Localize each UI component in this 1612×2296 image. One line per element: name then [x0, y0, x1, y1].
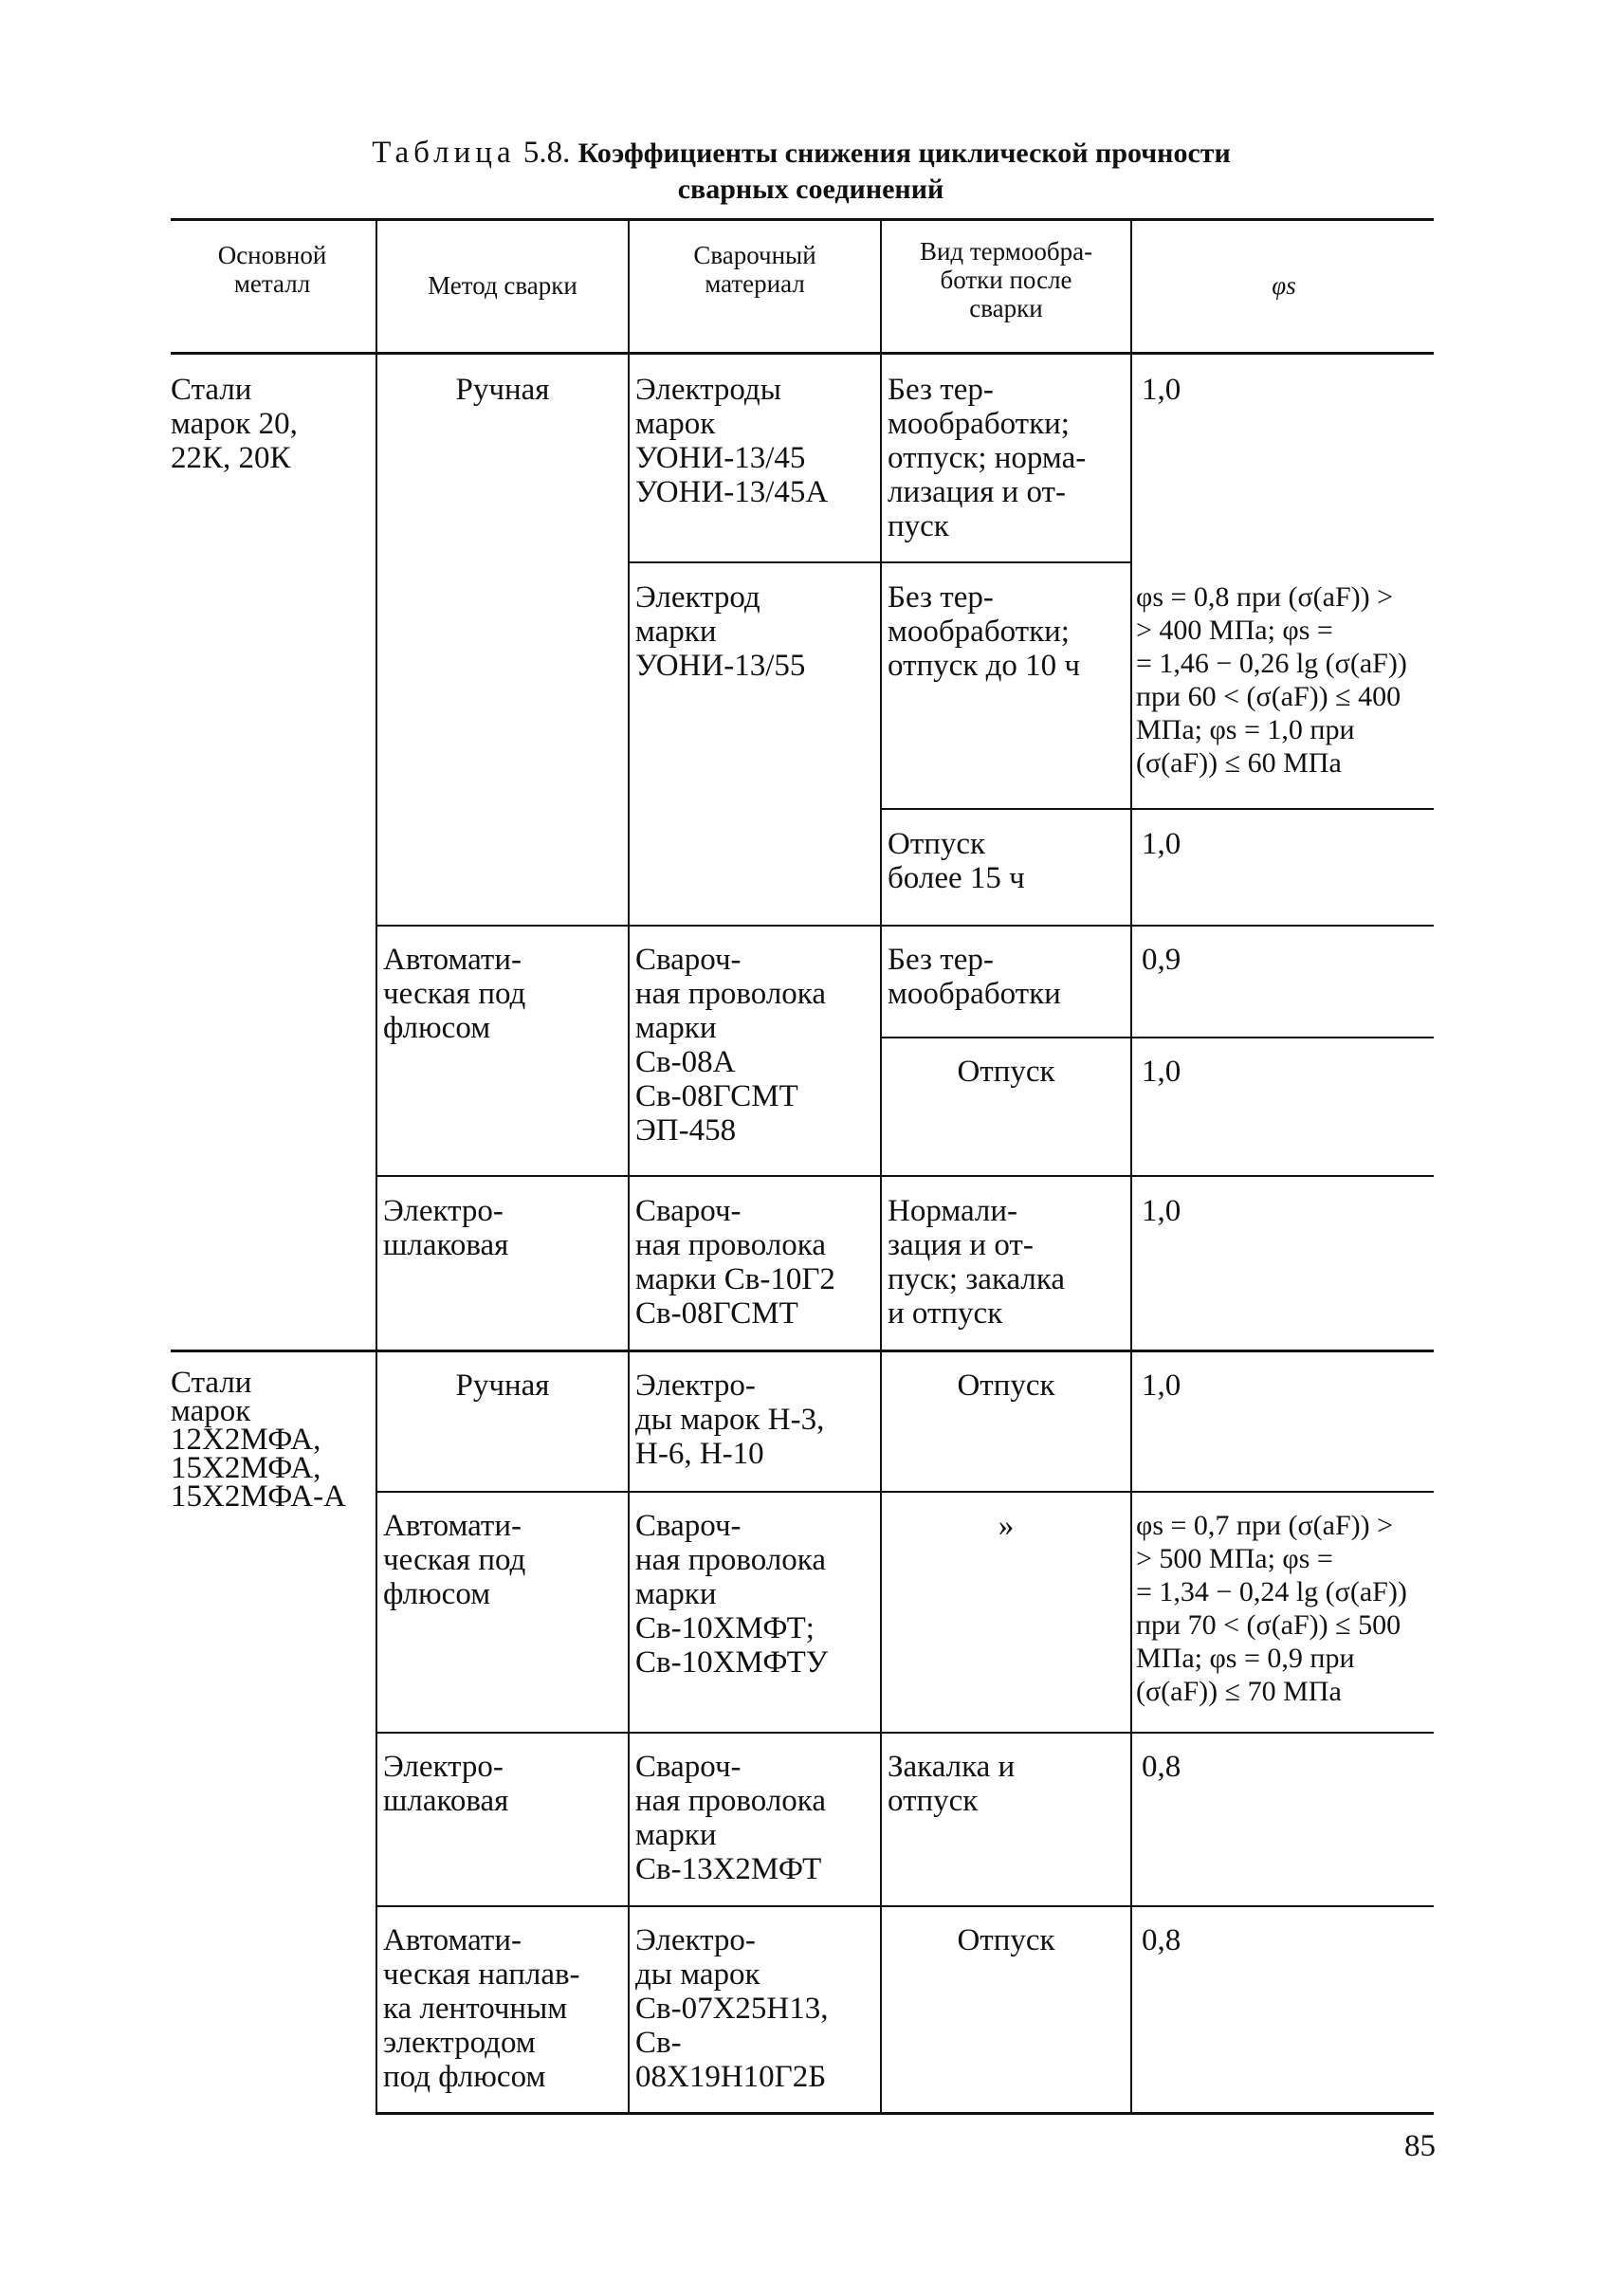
material-r2: Электрод марки УОНИ-13/55: [635, 580, 806, 683]
row-rule: [376, 1491, 1434, 1493]
column-divider: [880, 219, 882, 2113]
base-metal-group2: Стали марок 12Х2МФА, 15Х2МФА, 15Х2МФА-А: [171, 1366, 346, 1514]
material-r7: Электро- ды марок Н-3, Н-6, Н-10: [635, 1368, 825, 1471]
column-divider: [628, 219, 630, 2113]
header-base-metal: Основной металл: [217, 241, 327, 298]
header-phi: φs: [1272, 271, 1296, 300]
phi-r8-formula: φs = 0,7 при (σ(aF)) > > 500 МПа; φs = = 1,34 − 0,24 lg (σ(aF)) при 70 < (σ(aF)) ≤ 500 МПа; φs = 0,9 при (σ(aF)) ≤ 70 МПа: [1136, 1510, 1407, 1707]
group-rule: [171, 1350, 1434, 1352]
base-metal-group1: Стали марок 20, 22К, 20К: [171, 373, 298, 475]
row-rule: [376, 925, 1434, 927]
header-welding-method: Метод сварки: [428, 271, 577, 300]
caption-label: Таблица: [372, 136, 516, 170]
heat-treatment-r7: Отпуск: [957, 1368, 1055, 1403]
column-divider: [376, 219, 377, 2113]
heat-treatment-r4: Без тер- мообработки: [888, 943, 1061, 1011]
heat-treatment-r5: Отпуск: [957, 1055, 1055, 1089]
header-bottom-rule: [171, 352, 1434, 355]
caption-title-line2: сварных соединений: [677, 174, 944, 205]
row-rule: [376, 1175, 1434, 1177]
page-number: 85: [1404, 2129, 1436, 2163]
method-electroslag: Электро- шлаковая: [383, 1194, 509, 1262]
header-heat-treatment: Вид термообра- ботки после сварки: [919, 237, 1093, 322]
method-auto-flux-2: Автомати- ческая под флюсом: [383, 1509, 526, 1611]
heat-treatment-r3: Отпуск более 15 ч: [888, 827, 1025, 895]
row-rule: [376, 1905, 1434, 1907]
heat-treatment-r2: Без тер- мообработки; отпуск до 10 ч: [888, 580, 1080, 683]
material-r6: Свароч- ная проволока марки Св-10Г2 Св-08ГСМТ: [635, 1194, 835, 1331]
heat-treatment-r8: »: [998, 1509, 1015, 1543]
heat-treatment-r10: Отпуск: [957, 1923, 1055, 1957]
method-manual-2: Ручная: [455, 1368, 550, 1403]
phi-r10: 0,8: [1142, 1923, 1182, 1957]
material-r10: Электро- ды марок Св-07Х25Н13, Св- 08Х19Н10Г2Б: [635, 1923, 829, 2094]
material-r8: Свароч- ная проволока марки Св-10ХМФТ; Св-10ХМФТУ: [635, 1509, 829, 1680]
column-divider: [1130, 219, 1132, 2113]
phi-r5: 1,0: [1142, 1055, 1182, 1089]
phi-r9: 0,8: [1142, 1750, 1182, 1784]
heat-treatment-r6: Нормали- зация и от- пуск; закалка и отпуск: [888, 1194, 1066, 1331]
method-manual: Ручная: [455, 373, 550, 407]
phi-r1: 1,0: [1142, 373, 1182, 407]
material-r4: Свароч- ная проволока марки Св-08А Св-08ГСМТ ЭП-458: [635, 943, 826, 1148]
phi-r2-formula: φs = 0,8 при (σ(aF)) > > 400 МПа; φs = = 1,46 − 0,26 lg (σ(aF)) при 60 < (σ(aF)) ≤ 400 МПа; φs = 1,0 при (σ(aF)) ≤ 60 МПа: [1136, 581, 1407, 779]
phi-r4: 0,9: [1142, 943, 1182, 977]
row-rule: [628, 561, 1130, 563]
row-rule: [376, 1732, 1434, 1734]
heat-treatment-r1: Без тер- мообработки; отпуск; норма- лизация и от- пуск: [888, 373, 1087, 543]
table-caption: [171, 135, 1432, 208]
method-auto-flux: Автомати- ческая под флюсом: [383, 943, 526, 1045]
header-welding-material: Сварочный материал: [693, 241, 816, 298]
caption-number: 5.8.: [522, 136, 571, 170]
phi-r3: 1,0: [1142, 827, 1182, 861]
method-electroslag-2: Электро- шлаковая: [383, 1750, 509, 1818]
heat-treatment-r9: Закалка и отпуск: [888, 1750, 1016, 1818]
phi-r6: 1,0: [1142, 1194, 1182, 1228]
phi-r7: 1,0: [1142, 1368, 1182, 1403]
material-r1: Электроды марок УОНИ-13/45 УОНИ-13/45А: [635, 373, 829, 509]
method-strip-overlay: Автомати- ческая наплав- ка ленточным электродом под флюсом: [383, 1923, 580, 2094]
table-top-rule: [171, 218, 1434, 221]
table-bottom-rule: [376, 2112, 1434, 2115]
material-r9: Свароч- ная проволока марки Св-13Х2МФТ: [635, 1750, 826, 1886]
row-rule: [880, 1037, 1434, 1038]
caption-title-line1: Коэффициенты снижения циклической прочности: [577, 138, 1231, 169]
row-rule: [880, 808, 1434, 810]
